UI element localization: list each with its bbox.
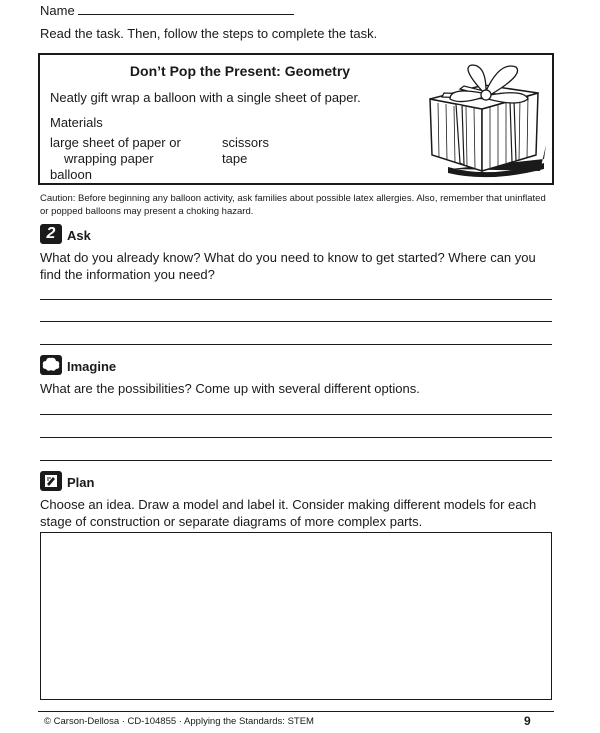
name-field-line[interactable]	[78, 14, 294, 15]
imagine-icon	[40, 355, 62, 375]
imagine-prompt: What are the possibilities? Come up with several different options.	[40, 381, 420, 396]
answer-line[interactable]	[40, 437, 552, 438]
footer-divider	[38, 711, 554, 712]
materials-item: scissors	[222, 135, 269, 150]
answer-line[interactable]	[40, 299, 552, 300]
materials-item: large sheet of paper or	[50, 135, 181, 150]
name-label: Name	[40, 3, 75, 18]
answer-line[interactable]	[40, 321, 552, 322]
materials-item: balloon	[50, 167, 92, 182]
drawing-area[interactable]	[40, 532, 552, 700]
gift-box-icon	[420, 59, 550, 179]
caution-note: Caution: Before beginning any balloon activity, ask families about possible latex allergies. Also, remember that uninflated or popped balloons may present a choking hazard.	[40, 193, 546, 217]
task-box	[38, 53, 554, 185]
task-title: Don’t Pop the Present: Geometry	[129, 63, 351, 79]
ask-icon: 2	[40, 224, 62, 244]
instructions: Read the task. Then, follow the steps to complete the task.	[40, 26, 378, 41]
page-number: 9	[524, 714, 531, 728]
plan-title: Plan	[67, 475, 95, 490]
footer-text: © Carson-Dellosa · CD-104855 · Applying the Standards: STEM	[44, 716, 314, 727]
plan-icon	[40, 471, 62, 491]
task-description: Neatly gift wrap a balloon with a single sheet of paper.	[50, 90, 361, 105]
imagine-title: Imagine	[67, 359, 117, 374]
materials-item: tape	[222, 151, 248, 166]
ask-title: Ask	[67, 228, 91, 243]
ask-prompt: What do you already know? What do you need to know to get started? Where can you find the information you need?	[40, 250, 536, 282]
plan-prompt: Choose an idea. Draw a model and label it. Consider making different models for each stage of construction or separate diagrams of more complex parts.	[40, 497, 537, 529]
answer-line[interactable]	[40, 460, 552, 461]
materials-item: wrapping paper	[64, 151, 154, 166]
answer-line[interactable]	[40, 344, 552, 345]
answer-line[interactable]	[40, 414, 552, 415]
materials-heading: Materials	[50, 115, 103, 130]
